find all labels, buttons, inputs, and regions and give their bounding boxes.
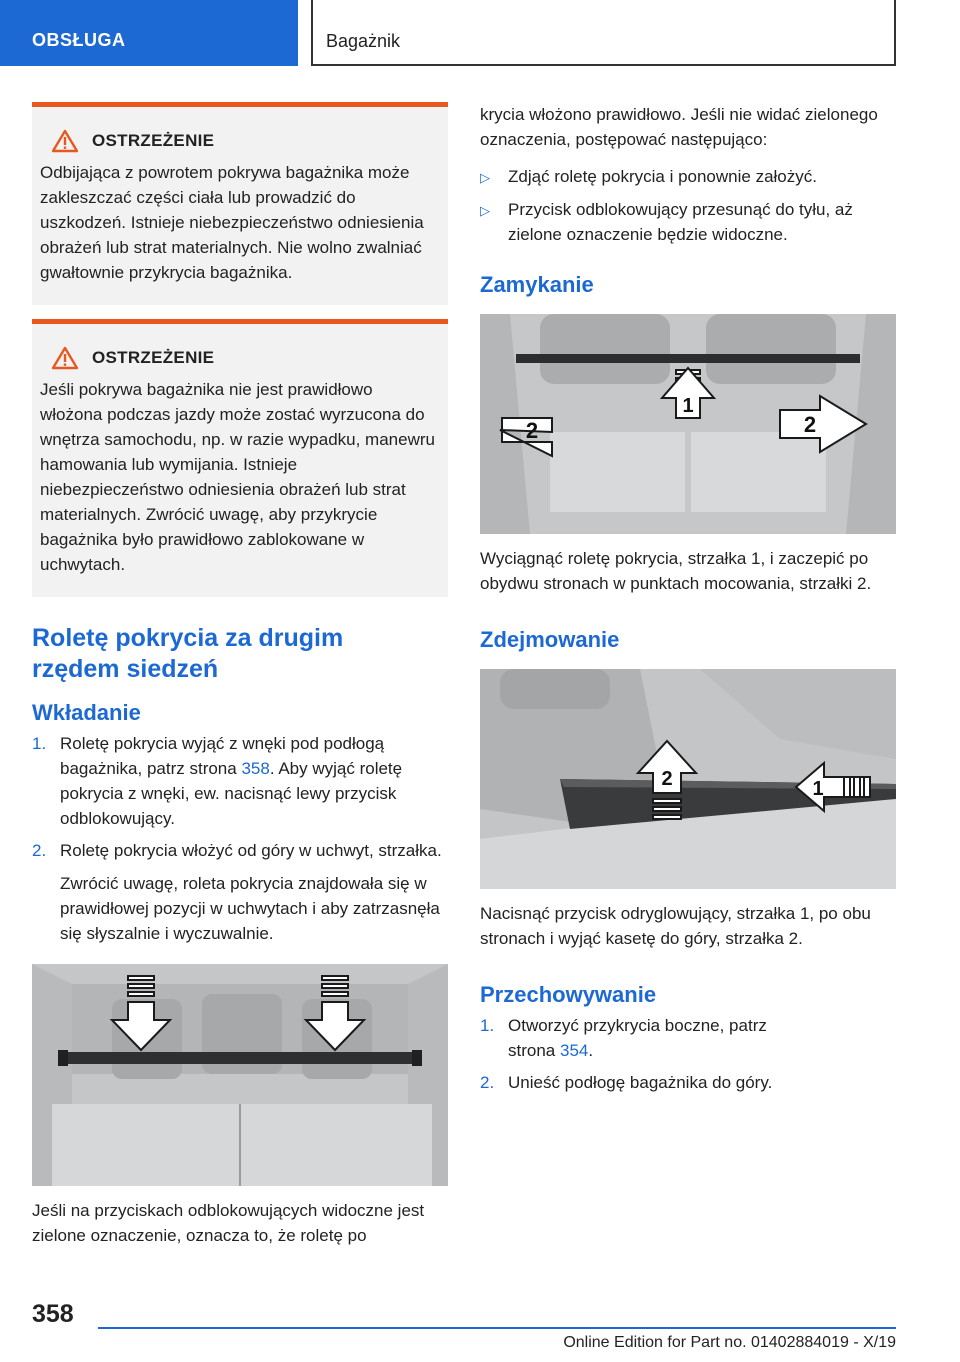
subheading-storage: Przechowywanie: [480, 982, 657, 1007]
arrow-label-1: 1: [812, 778, 824, 800]
step-text-end: . Aby wyjąć roletę pokrycia z wnęki, ew. nacisnąć lewy przycisk odblokowujący.: [60, 759, 403, 828]
list-item: [32, 731, 448, 831]
figure-caption: Nacisnąć przycisk odryglowujący, strzałka 1, po obu stronach i wyjąć kasetę do góry, strzałka 2.: [480, 904, 871, 948]
step-text: Otworzyć przykrycia boczne, patrz strona: [508, 1016, 767, 1060]
footer-divider: [98, 1327, 896, 1329]
warning-title: OSTRZEŻENIE: [92, 131, 215, 150]
warning-box-1: [32, 102, 448, 305]
arrow-label-2: 2: [661, 768, 673, 790]
list-number: 1.: [480, 1016, 495, 1035]
list-number: 1.: [32, 734, 47, 753]
step-text-end: .: [588, 1041, 594, 1060]
left-column: [32, 102, 448, 1248]
intro-paragraph: krycia włożono prawidłowo. Jeśli nie widać zielonego oznaczenia, postępować następująco:: [480, 105, 878, 149]
removal-figure: [480, 669, 896, 889]
step-note: Zwrócić uwagę, roleta pokrycia znajdowała się w prawidłowej pozycji w uchwytach i aby zatrzasnęła się słyszalnie i wyczuwalnie.: [60, 874, 440, 943]
warning-title: OSTRZEŻENIE: [92, 348, 215, 367]
bullet-text: Zdjąć roletę pokrycia i ponownie założyć.: [508, 167, 817, 186]
page-number: 358: [32, 1300, 74, 1328]
edition-note: Online Edition for Part no. 01402884019 - X/19: [563, 1334, 896, 1351]
arrow-label-2-left: 2: [525, 418, 539, 443]
figure-caption: Wyciągnąć roletę pokrycia, strzałka 1, i zaczepić po obydwu stronach w punktach mocowania, strzałki 2.: [480, 549, 872, 593]
list-item: [480, 1070, 896, 1095]
warning-box-2: [32, 319, 448, 597]
triangle-bullet-icon: ▷: [480, 203, 490, 218]
figure-caption: Jeśli na przyciskach odblokowujących widoczne jest zielone oznaczenie, oznacza to, że roletę po: [32, 1201, 425, 1245]
subheading-closing: Zamykanie: [480, 272, 594, 297]
warning-text: Jeśli pokrywa bagażnika nie jest prawidłowo włożona podczas jazdy może zostać wyrzucona do wnętrza samochodu, np. w razie wypadku, manewru hamowania lub wymijania. Istnieje niebezpieczeństwo odniesienia obrażeń lub strat materialnych. Zwrócić uwagę, aby przykrycie bagażnika było prawidłowo zablokowane w uchwytach.: [40, 380, 435, 574]
insertion-figure: [32, 964, 448, 1186]
list-number: 2.: [32, 841, 47, 860]
triangle-bullet-icon: ▷: [480, 170, 490, 185]
section-heading: Roletę pokrycia za drugim rzędem siedzeń: [32, 624, 344, 683]
arrow-label-2-right: 2: [803, 412, 817, 437]
right-column: [480, 102, 896, 1095]
list-item: [480, 164, 896, 190]
list-number: 2.: [480, 1073, 495, 1092]
subheading-insertion: Wkładanie: [32, 700, 141, 725]
arrow-label-1: 1: [682, 395, 694, 417]
section-tab: OBSŁUGA: [0, 0, 298, 66]
step-text: Roletę pokrycia wyjąć z wnęki pod podłogą bagażnika, patrz strona: [60, 734, 385, 778]
page-link[interactable]: 358: [241, 759, 270, 778]
bullet-text: Przycisk odblokowujący przesunąć do tyłu, aż zielone oznaczenie będzie widoczne.: [508, 200, 853, 244]
warning-icon: [52, 129, 78, 153]
page-link[interactable]: 354: [559, 1041, 589, 1060]
list-item: [32, 838, 448, 863]
step-text: Roletę pokrycia włożyć od góry w uchwyt, strzałka.: [60, 841, 442, 860]
step-text: Unieść podłogę bagażnika do góry.: [508, 1073, 773, 1092]
warning-text: Odbijająca z powrotem pokrywa bagażnika może zakleszczać części ciała lub prowadzić do uszkodzeń. Istnieje niebezpieczeństwo odniesienia obrażeń lub strat materialnych. Nie wolno zwalniać gwałtownie przykrycia bagażnika.: [40, 163, 424, 282]
list-item: [480, 1013, 896, 1063]
closing-figure: [480, 314, 896, 534]
list-item: [480, 197, 896, 247]
warning-icon: [52, 346, 78, 370]
page-title: Bagażnik: [326, 31, 401, 51]
subheading-removal: Zdejmowanie: [480, 627, 620, 652]
